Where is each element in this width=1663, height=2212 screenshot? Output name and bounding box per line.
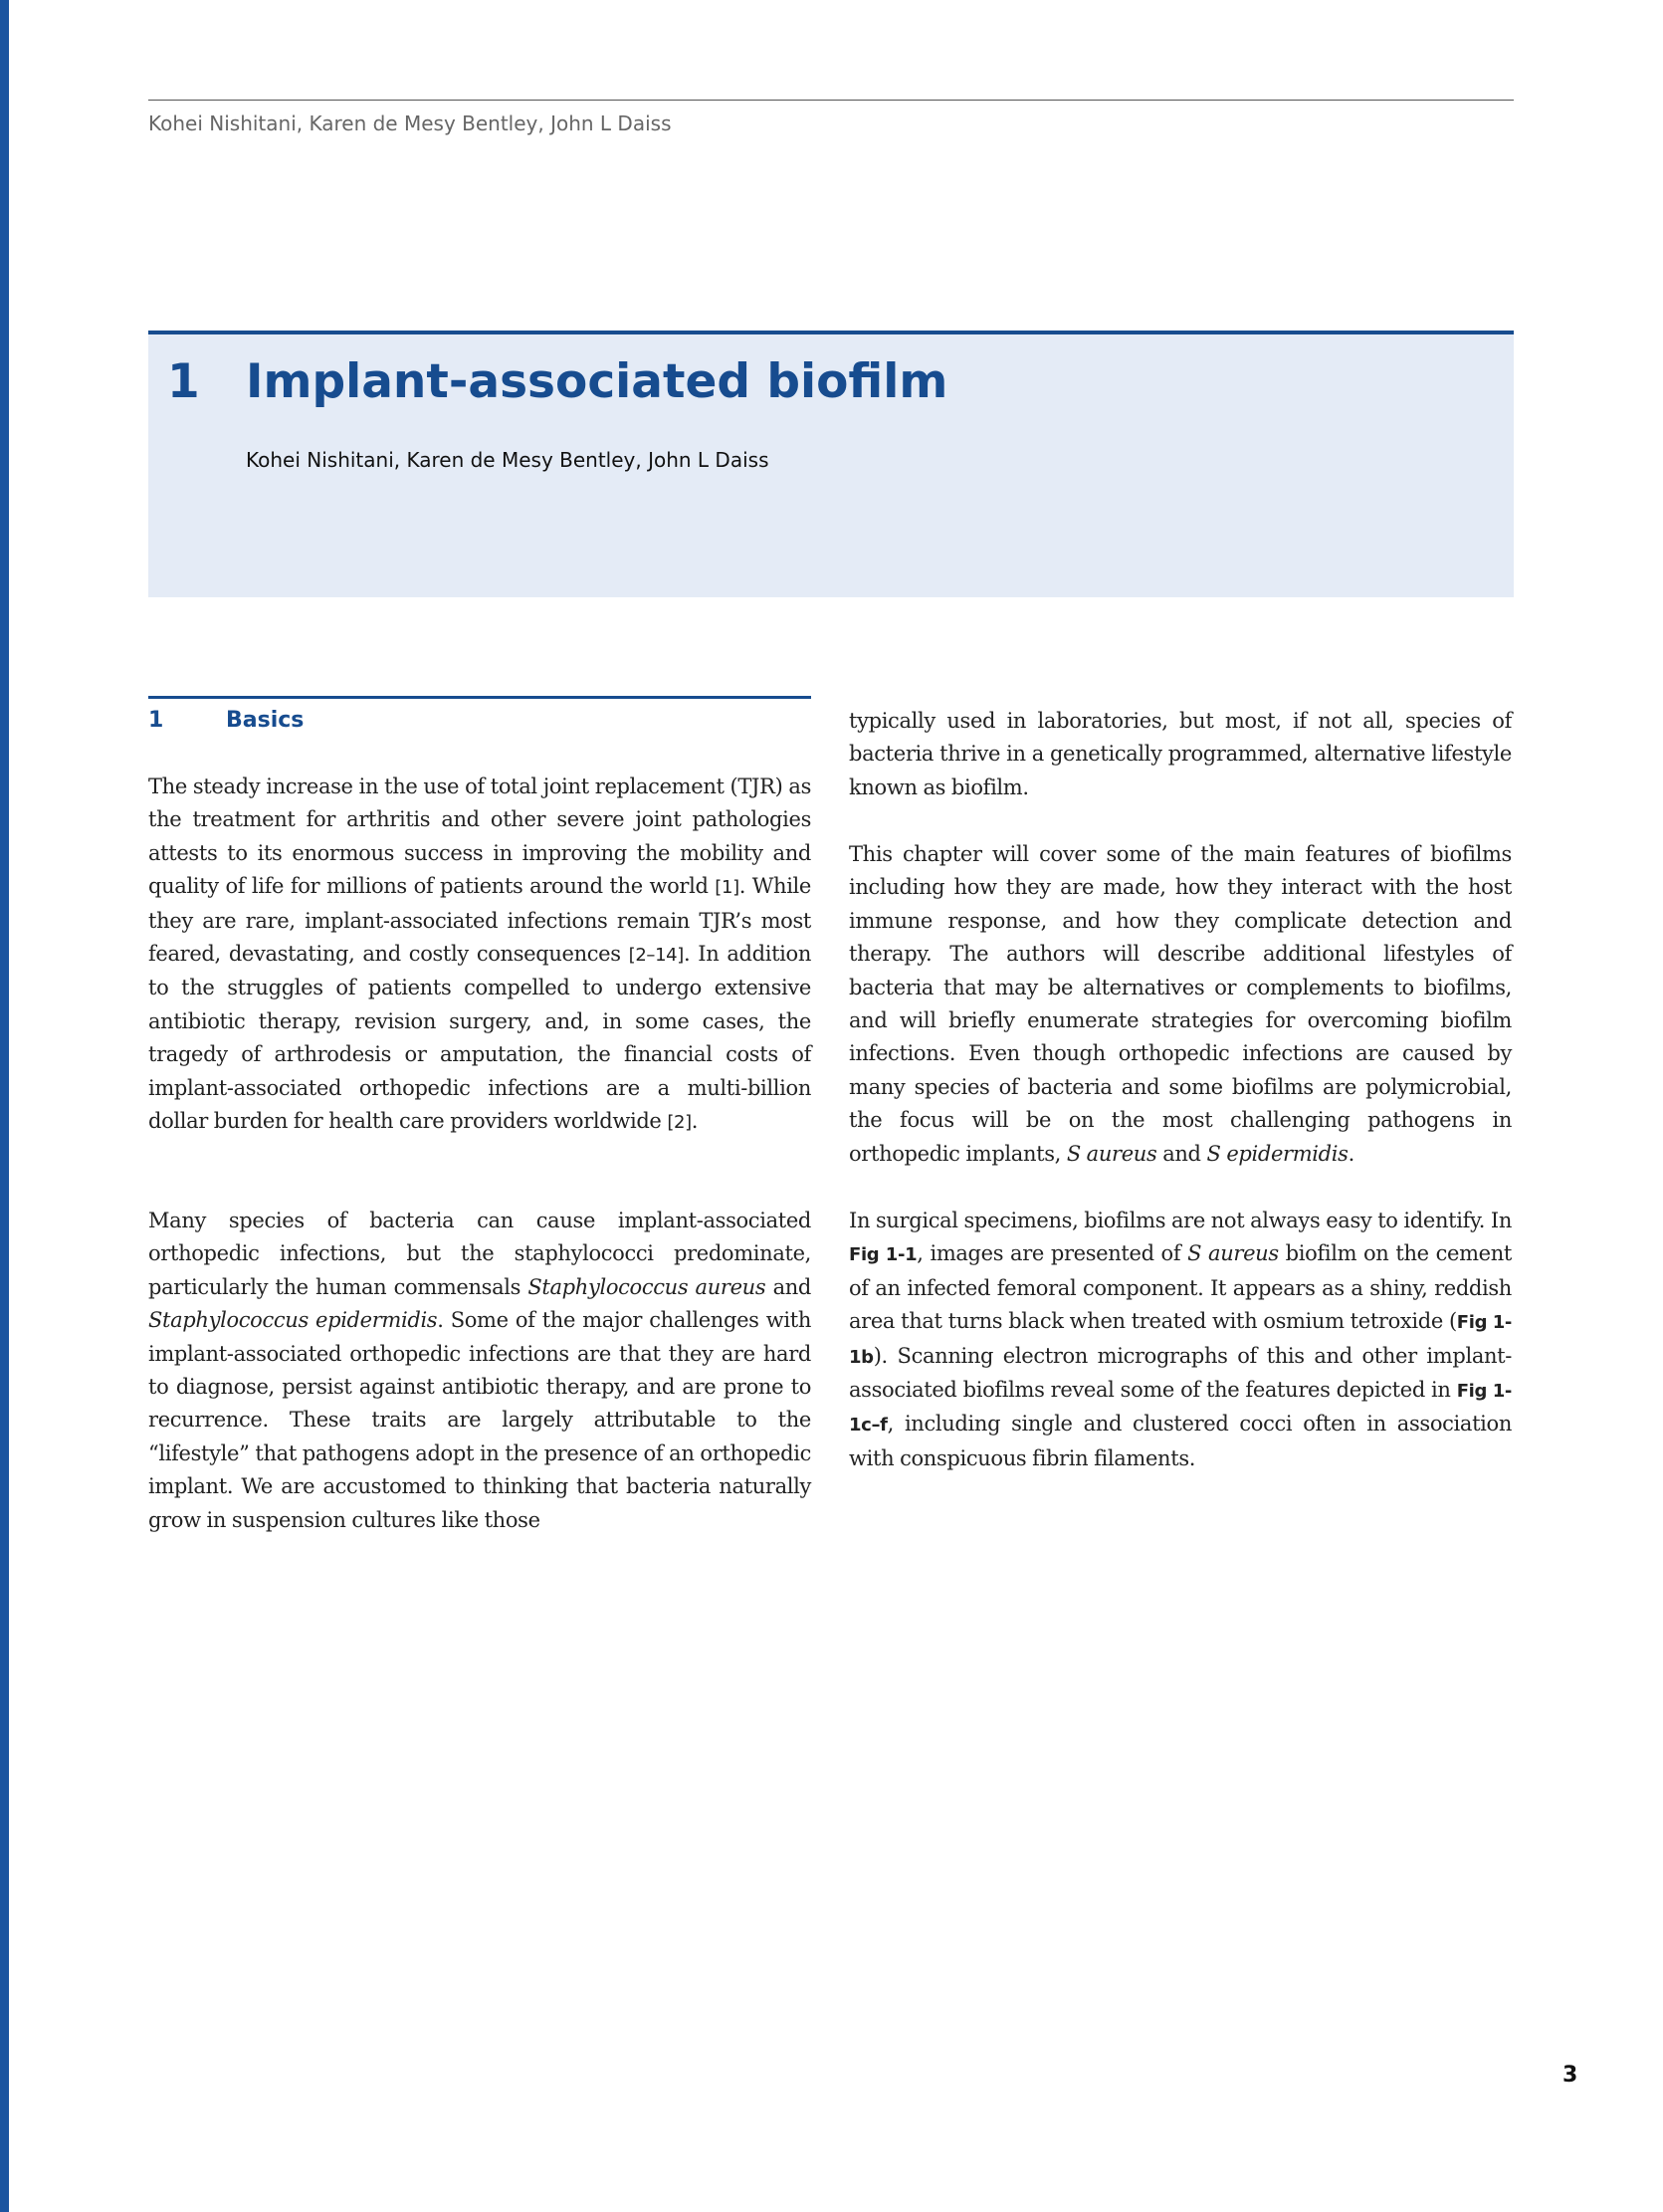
page-edge-bar bbox=[0, 0, 9, 2212]
species-name: S aureus bbox=[1187, 1241, 1279, 1266]
paragraph-3: typically used in laboratories, but most, if not all, species of bacteria thrive in a genetically programmed, alternative lifestyle known as biofilm. bbox=[849, 709, 1512, 799]
header-rule bbox=[148, 100, 1514, 101]
species-name: S aureus bbox=[1066, 1141, 1157, 1166]
citation: [2–14] bbox=[628, 945, 684, 967]
page-number: 3 bbox=[1562, 2063, 1578, 2088]
paragraph-4: This chapter will cover some of the main features of biofilms including how they are made, how they interact with the host immune response, and how they complicate detection and therapy. The authors will describe additional lifestyles of bacteria that may be alternatives or complements to biofilms, and will briefly enumerate strategies for overcoming biofilm infections. Even though orthopedic infections are caused by many species of bacteria and some biofilms are polymicrobial, the focus will be on the most challenging pathogens in orthopedic implants, S aureus and S epidermidis. bbox=[849, 842, 1512, 1166]
figure-reference: Fig 1-1c–f bbox=[849, 1381, 1512, 1437]
section-heading bbox=[148, 708, 304, 733]
chapter-title-box bbox=[148, 331, 1514, 597]
running-head: Kohei Nishitani, Karen de Mesy Bentley, John L Daiss bbox=[148, 111, 672, 135]
chapter-authors: Kohei Nishitani, Karen de Mesy Bentley, John L Daiss bbox=[246, 448, 769, 472]
chapter-number: 1 bbox=[167, 354, 200, 409]
figure-reference: Fig 1-1 bbox=[849, 1244, 918, 1266]
section-title: Basics bbox=[226, 708, 305, 733]
section-number: 1 bbox=[148, 708, 164, 733]
section-rule bbox=[148, 696, 811, 699]
paragraph-5: In surgical specimens, biofilms are not always easy to identify. In Fig 1-1, images are presented of S aureus biofilm on the cement of an infected femoral component. It appears as a shiny, reddish area that turns black when treated with osmium tetroxide (Fig 1-1b). Scanning electron micrographs of this and other implant-associated biofilms reveal some of the features depicted in Fig 1-1c–f, including single and clustered cocci often in association with conspicuous fibrin filaments. bbox=[849, 1209, 1513, 1470]
species-name: S epidermidis bbox=[1206, 1141, 1349, 1166]
species-name: Staphylococcus aureus bbox=[527, 1274, 766, 1299]
citation: [1] bbox=[715, 877, 739, 899]
citation: [2] bbox=[667, 1112, 692, 1134]
paragraph-1: The steady increase in the use of total joint replacement (TJR) as the treatment for arthritis and other severe joint pathologies attests to its enormous success in improving the mobility and quality of life for millions of patients around the world [1]. While they are rare, implant-associated infections remain TJR’s most feared, devastating, and costly consequences [2–14]. In addition to the struggles of patients compelled to undergo extensive antibiotic therapy, revision surgery, and, in some cases, the tragedy of arthrodesis or amputation, the financial costs of implant-associated orthopedic infections are a multi-billion dollar burden for health care providers worldwide [2]. bbox=[148, 774, 811, 1134]
chapter-title: Implant-associated biofilm bbox=[246, 354, 948, 409]
species-name: Staphylococcus epidermidis bbox=[148, 1308, 438, 1333]
figure-reference: Fig 1-1b bbox=[849, 1312, 1512, 1368]
paragraph-2: Many species of bacteria can cause implant-associated orthopedic infections, but the staphylococci predominate, particularly the human commensals Staphylococcus aureus and Staphylococcus epidermidis. Some of the major challenges with implant-associated orthopedic infections are that they are hard to diagnose, persist against antibiotic therapy, and are prone to recurrence. These traits are largely attributable to the “lifestyle” that pathogens adopt in the presence of an orthopedic implant. We are accustomed to thinking that bacteria naturally grow in suspension cultures like those bbox=[148, 1209, 812, 1532]
